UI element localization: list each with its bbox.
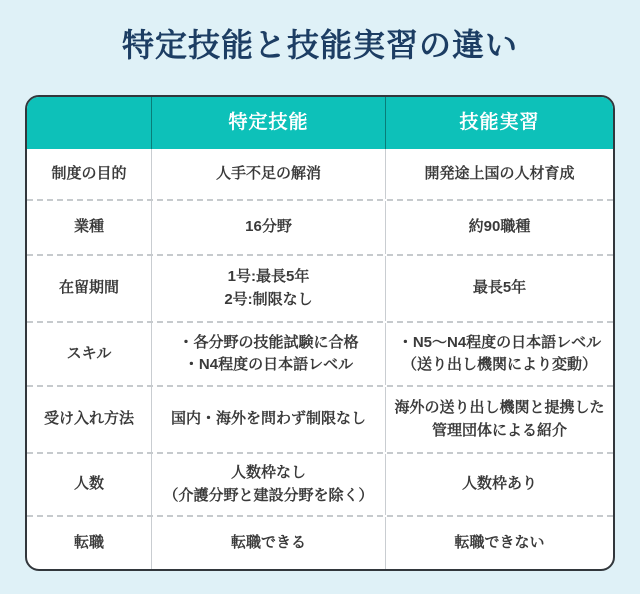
cell-line: 転職できない xyxy=(454,533,545,551)
cell-line: ・各分野の技能試験に合格 xyxy=(178,333,359,351)
table-header-row xyxy=(27,97,613,149)
cell-line: 国内・海外を問わず制限なし xyxy=(170,410,366,428)
table-row-headcount xyxy=(27,452,613,515)
cell-specified xyxy=(151,149,385,199)
cell-specified xyxy=(151,201,385,254)
table-row-industry xyxy=(27,199,613,254)
cell-intern xyxy=(385,517,613,569)
header-empty-cell xyxy=(27,97,151,149)
row-label: 転職 xyxy=(73,533,104,551)
header-specified-skill: 特定技能 xyxy=(151,97,385,149)
cell-intern xyxy=(385,454,613,515)
cell-line: 人数枠なし xyxy=(230,464,306,481)
cell-line: 1号:最長5年 xyxy=(227,268,310,285)
row-label: 制度の目的 xyxy=(51,164,127,182)
row-label: スキル xyxy=(66,344,112,362)
row-label: 受け入れ方法 xyxy=(43,410,134,428)
header-technical-intern: 技能実習 xyxy=(385,97,613,149)
cell-line: 約90職種 xyxy=(468,218,531,236)
row-label: 人数 xyxy=(73,475,104,493)
cell-line: 海外の送り出し機関と提携した xyxy=(394,399,605,416)
cell-intern xyxy=(385,256,613,321)
cell-line: 管理団体による紹介 xyxy=(431,421,567,439)
cell-line: ・N5〜N4程度の日本語レベル xyxy=(397,333,602,351)
cell-intern xyxy=(385,387,613,452)
cell-specified xyxy=(151,517,385,569)
cell-line: ・N4程度の日本語レベル xyxy=(183,356,354,373)
comparison-table xyxy=(25,95,615,571)
table-row-acceptance-method xyxy=(27,385,613,452)
cell-line: 2号:制限なし xyxy=(224,290,313,308)
cell-line: 開発途上国の人材育成 xyxy=(424,164,575,182)
cell-line: 人数枠あり xyxy=(461,475,537,493)
row-label: 業種 xyxy=(73,218,104,236)
table-row-job-change xyxy=(27,515,613,569)
page-title: 特定技能と技能実習の違い xyxy=(121,27,518,63)
table-row-period-of-stay xyxy=(27,254,613,321)
cell-specified xyxy=(151,323,385,385)
table-row-purpose xyxy=(27,149,613,199)
cell-line: （送り出し機関により変動） xyxy=(401,356,597,373)
cell-specified xyxy=(151,256,385,321)
cell-intern xyxy=(385,201,613,254)
row-label: 在留期間 xyxy=(58,279,119,297)
cell-intern xyxy=(385,149,613,199)
cell-line: 16分野 xyxy=(245,218,292,236)
cell-line: 最長5年 xyxy=(472,279,527,297)
cell-line: 人手不足の解消 xyxy=(215,164,321,182)
cell-specified xyxy=(151,387,385,452)
cell-line: （介護分野と建設分野を除く） xyxy=(163,486,374,504)
cell-line: 転職できる xyxy=(230,533,306,551)
cell-specified xyxy=(151,454,385,515)
table-row-skill xyxy=(27,321,613,385)
cell-intern xyxy=(385,323,613,385)
